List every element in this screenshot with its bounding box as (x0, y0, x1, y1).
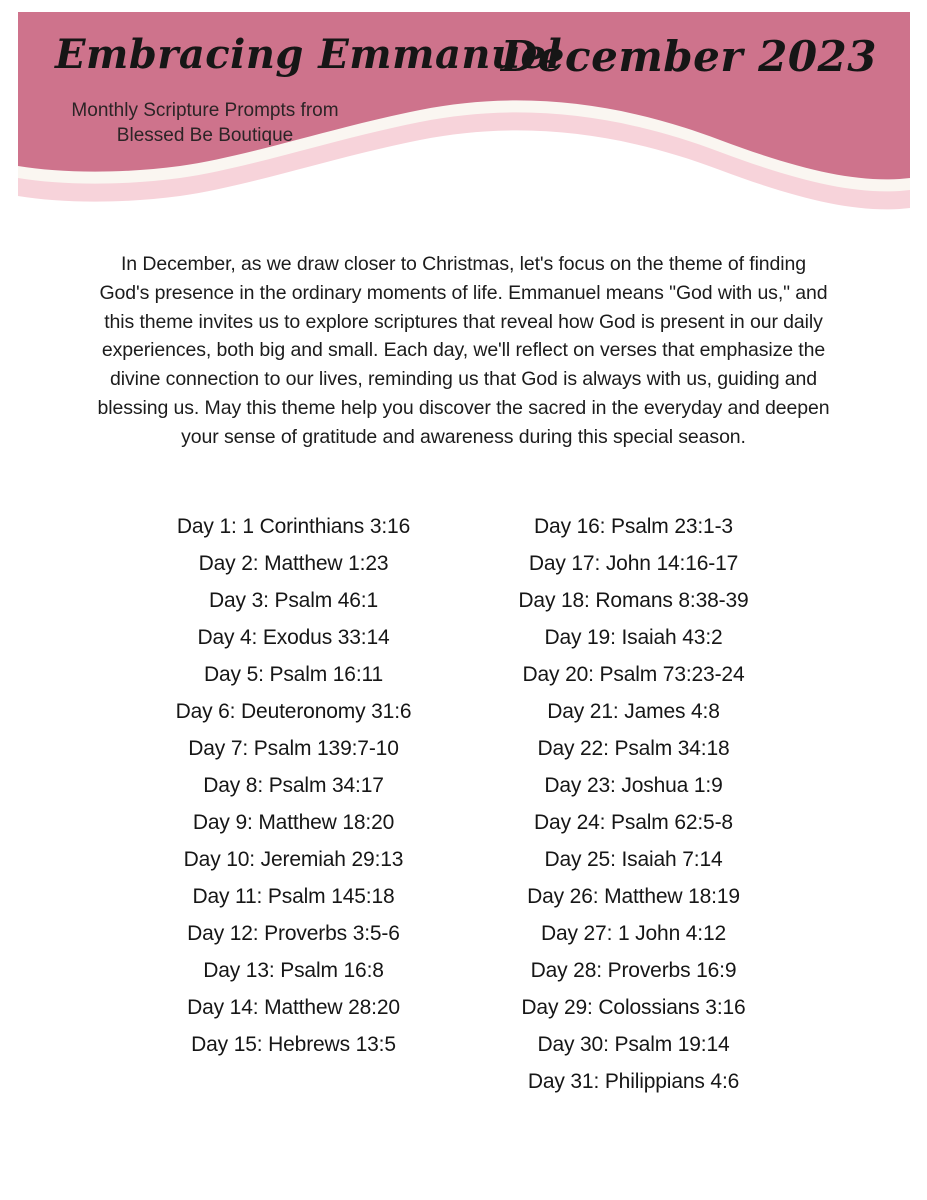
subtitle-line-2: Blessed Be Boutique (116, 125, 294, 146)
day-item: Day 26: Matthew 18:19 (527, 885, 740, 908)
scripture-day-lists (0, 508, 927, 1100)
day-item: Day 1: 1 Corinthians 3:16 (176, 515, 411, 538)
day-item: Day 4: Exodus 33:14 (197, 626, 390, 649)
day-item: Day 20: Psalm 73:23-24 (522, 663, 745, 686)
dark-pink-header-shape (18, 12, 910, 179)
subtitle-line-1: Monthly Scripture Prompts from (71, 100, 339, 121)
day-item: Day 14: Matthew 28:20 (187, 996, 400, 1019)
day-item: Day 11: Psalm 145:18 (192, 885, 395, 908)
day-item: Day 2: Matthew 1:23 (198, 552, 389, 575)
day-item: Day 6: Deuteronomy 31:6 (175, 700, 412, 723)
day-item: Day 7: Psalm 139:7-10 (188, 737, 399, 760)
day-item: Day 24: Psalm 62:5-8 (534, 811, 733, 834)
day-item: Day 31: Philippians 4:6 (527, 1070, 740, 1093)
day-item: Day 3: Psalm 46:1 (208, 589, 379, 612)
day-item: Day 29: Colossians 3:16 (521, 996, 746, 1019)
day-item: Day 27: 1 John 4:12 (540, 922, 727, 945)
page-title: Embracing Emmanuel (55, 31, 563, 78)
day-item: Day 16: Psalm 23:1-3 (534, 515, 733, 538)
day-item: Day 30: Psalm 19:14 (537, 1033, 730, 1056)
day-item: Day 25: Isaiah 7:14 (544, 848, 723, 871)
wave-decoration (0, 0, 927, 240)
issue-date: December 2023 (500, 32, 877, 81)
day-item: Day 5: Psalm 16:11 (204, 663, 383, 686)
day-item: Day 10: Jeremiah 29:13 (183, 848, 404, 871)
day-item: Day 19: Isaiah 43:2 (544, 626, 723, 649)
day-list-left (124, 508, 464, 1100)
intro-paragraph: In December, as we draw closer to Christmas, let's focus on the theme of finding God's presence in the ordinary moments of life. Emmanuel means "God with us," and this theme invites us to explore scriptures that reveal how God is present in our daily experiences, both big and small. Each day, we'll reflect on verses that emphasize the divine connection to our lives, reminding us that God is always with us, guiding and blessing us. May this theme help you discover the sacred in the everyday and deepen your sense of gratitude and awareness during this special season. (97, 253, 830, 448)
day-list-right (464, 508, 804, 1100)
day-item: Day 21: James 4:8 (547, 700, 720, 723)
day-item: Day 17: John 14:16-17 (528, 552, 739, 575)
header-banner (0, 0, 927, 240)
day-item: Day 13: Psalm 16:8 (203, 959, 384, 982)
day-item: Day 23: Joshua 1:9 (544, 774, 723, 797)
day-item: Day 18: Romans 8:38-39 (518, 589, 749, 612)
day-item: Day 15: Hebrews 13:5 (191, 1033, 396, 1056)
day-item: Day 12: Proverbs 3:5-6 (187, 922, 400, 945)
day-item: Day 8: Psalm 34:17 (203, 774, 384, 797)
day-item: Day 9: Matthew 18:20 (192, 811, 395, 834)
day-item: Day 22: Psalm 34:18 (537, 737, 730, 760)
day-item: Day 28: Proverbs 16:9 (530, 959, 737, 982)
